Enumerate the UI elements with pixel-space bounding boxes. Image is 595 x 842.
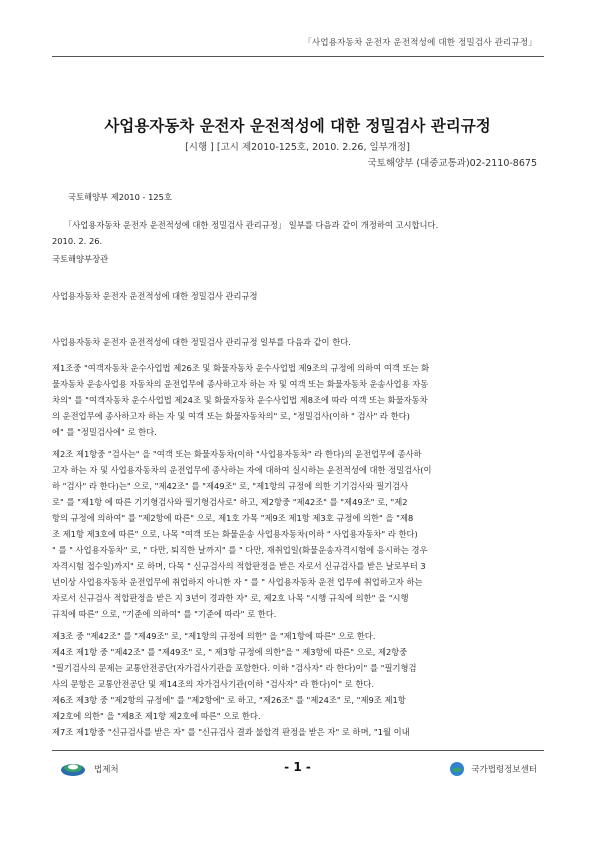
law-center-logo-icon bbox=[449, 761, 465, 777]
header-divider bbox=[52, 56, 544, 57]
body-line: 제3조 중 "제42조" 를 "제49조" 로, "제1항의 규정에 의한" 을 "제1항에 따른" 으로 한다. bbox=[52, 631, 376, 641]
body-line: 로" 를 "제1항 에 따른 기기형검사와 필기형검사로" 하고, 제2항중 "제42조" 를 "제49조" 로, "제2 bbox=[52, 497, 408, 507]
intro-date: 2010. 2. 26. bbox=[52, 236, 103, 246]
notice-number: 국토해양부 제2010 - 125호 bbox=[68, 192, 172, 202]
body-line: 사의 문항은 교통안전공단 및 제14조의 자가검사기관(이하 "검사자" 라 한다)이" 로 한다. bbox=[52, 679, 374, 689]
body-line: 자로서 신규검사 적합판정을 받은 지 3년이 경과한 자" 로, 제2호 나목 "시행 규칙에 의한" 을 "시행 bbox=[52, 593, 409, 603]
body-line: 물자동차 운송사업용 자동차의 운전업무에 종사하고자 하는 자 및 여객 또는 화물자동차 운송사업용 자동 bbox=[52, 379, 429, 389]
amendment-intro: 사업용자동차 운전자 운전적성에 대한 정밀검사 관리규정 일부를 다음과 같이 한다. bbox=[52, 337, 351, 347]
footer-left-label: 법제처 bbox=[94, 765, 119, 775]
body-line: 제6조 제3항 중 "제2항의 규정에" 를 "제2항에" 로 하고, "제26조" 를 "제24조" 로, "제9조 제1항 bbox=[52, 695, 406, 705]
body-line: 자격시험 접수일)까지" 로 하며, 다목 " 신규검사의 적합판정을 받은 자로서 신규검사를 받은 날로부터 3 bbox=[52, 561, 426, 571]
body-line: 규칙에 따른" 으로, "기준에 의하여" 를 "기준에 따라" 로 한다. bbox=[52, 609, 277, 619]
body-line: " 를 " 사업용자동차" 로, " 다만, 퇴직한 날까지" 를 " 다만, 재취업일(화물운송자격시험에 응시하는 경우 bbox=[52, 545, 428, 555]
body-line: 하 "검사" 라 한다)는" 으로, "제42조" 를 "제49조" 로, "제1항의 규정에 의한 기기검사와 필기검사 bbox=[52, 481, 409, 491]
body-line: "필기검사의 문제는 교통안전공단(자가검사기관을 포함한다. 이하 "검사자" 라 한다)이" 를 "필기형검 bbox=[52, 663, 417, 673]
footer-right-label: 국가법령정보센터 bbox=[471, 765, 537, 775]
body-line: 년이상 사업용자동차 운전업무에 취업하지 아니한 자 " 를 " 사업용자동차 운전 업무에 취업하고자 하는 bbox=[52, 577, 423, 587]
body-line: 제2조 제1항중 "검사는" 을 "여객 또는 화물자동차(이하 "사업용자동차" 라 한다)의 운전업무에 종사하 bbox=[52, 449, 422, 459]
enactment-info: [시행 ] [고시 제2010-125호, 2010. 2.26, 일부개정] bbox=[185, 142, 410, 153]
body-line: 제2호에 의한" 을 "제8조 제1항 제2호에 따른" 으로 한다. bbox=[52, 711, 261, 721]
body-line: 차의" 를 "여객자동차 운수사업법 제24조 및 화물자동차 운수사업법 제8조에 따라 여객 또는 화물자동차 bbox=[52, 395, 428, 405]
body-line: 제7조 제1항중 "신규검사를 받은 자" 를 "신규검사 결과 불합격 판정을 받은 자" 로 하며, "1월 이내 bbox=[52, 727, 410, 737]
document-title: 사업용자동차 운전자 운전적성에 대한 정밀검사 관리규정 bbox=[104, 117, 491, 135]
intro-statement: 「사업용자동차 운전자 운전적성에 대한 정밀검사 관리규정」 일부를 다음과 같이 개정하여 고시합니다. bbox=[64, 220, 439, 230]
intro-minister: 국토해양부장관 bbox=[52, 254, 109, 264]
page-number: - 1 - bbox=[284, 760, 311, 774]
ministry-contact: 국토해양부 (대중교통과)02-2110-8675 bbox=[367, 158, 537, 169]
body-line: 제4조 제1항 중 "제42조" 를 "제49조" 로, " 제3항 규정에 의한"을 " 제3항에 따른" 으로, 제2항중 bbox=[52, 647, 408, 657]
footer-divider bbox=[52, 750, 544, 751]
body-line: 제1조중 "여객자동차 운수사업법 제26조 및 화물자동차 운수사업법 제9조의 규정에 의하여 여객 또는 화 bbox=[52, 363, 430, 373]
regulation-name: 사업용자동차 운전자 운전적성에 대한 정밀검사 관리규정 bbox=[52, 291, 258, 301]
body-line: 의 운전업무에 종사하고자 하는 자 및 여객 또는 화물자동차의" 로, "정밀검사(이하 " 검사" 라 한다) bbox=[52, 411, 410, 421]
body-line: 항의 규정에 의하여" 를 "제2항에 따른" 으로, 제1호 가목 "제9조 제1항 제3호 규정에 의한" 을 "제8 bbox=[52, 513, 414, 523]
footer-source bbox=[449, 761, 537, 777]
running-header: 「사업용자동차 운전자 운전적성에 대한 정밀검사 관리규정」 bbox=[303, 38, 537, 48]
body-line: 조 제1항 제3호에 따른" 으로, 나목 "여객 또는 화물운송 사업용자동차(이하 " 사업용자동차" 라 한다) bbox=[52, 529, 418, 539]
body-line: 에" 를 "정밀검사에" 로 한다. bbox=[52, 427, 157, 437]
body-line: 고자 하는 자 및 사업용자동차의 운전업무에 종사하는 자에 대하여 실시하는 운전적성에 대한 정밀검사(이 bbox=[52, 465, 432, 475]
